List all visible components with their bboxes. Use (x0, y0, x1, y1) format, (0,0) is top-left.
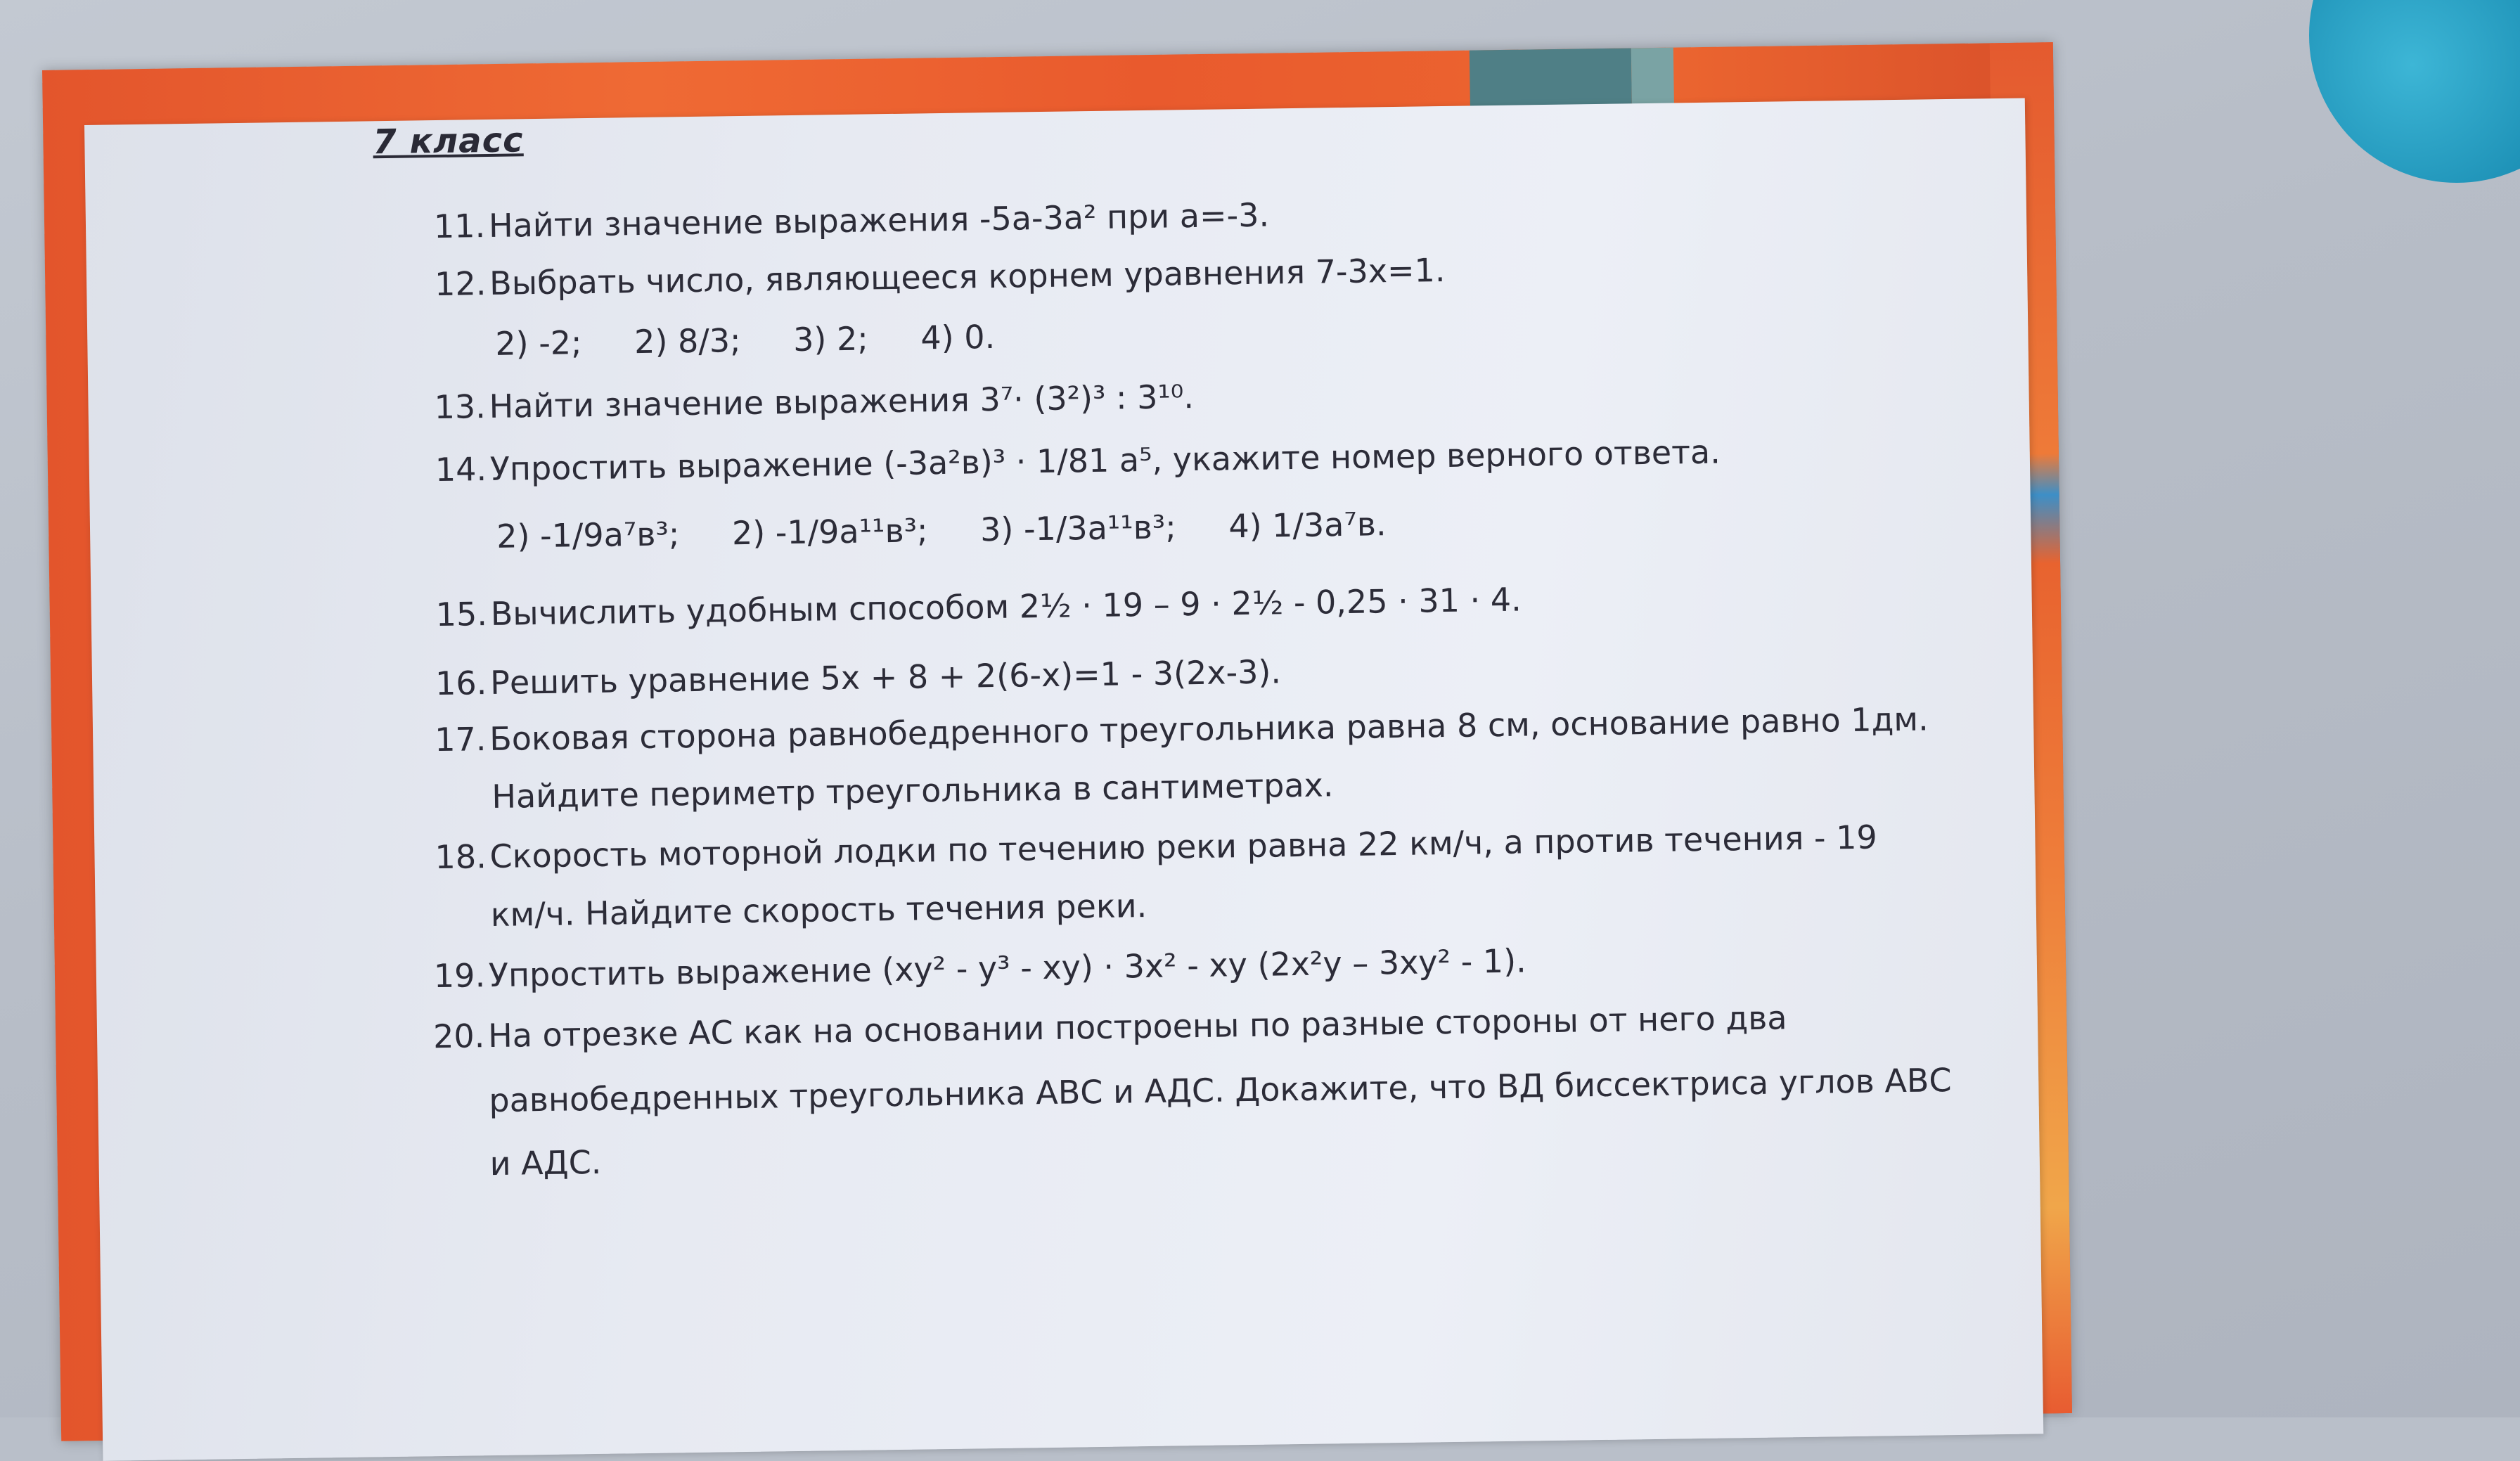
task-17-continuation: Найдите периметр треугольника в сантиметрах. (491, 766, 1334, 816)
task-number: 13. (434, 387, 487, 427)
task-text: Скорость моторной лодки по течению реки равна 22 км/ч, а против течения - 19 (489, 818, 1878, 876)
task-14-options (496, 507, 1429, 553)
task-number: 15. (435, 595, 488, 634)
task-12 (434, 250, 1446, 304)
task-text: Найти значение выражения 3⁷· (3²)³ : 3¹⁰. (489, 378, 1195, 425)
answer-option: 3) 2; (792, 319, 869, 359)
task-20 (432, 998, 1787, 1056)
answer-option: 2) -2; (495, 323, 582, 363)
task-number: 20. (432, 1017, 485, 1056)
task-text: Решить уравнение 5х + 8 + 2(6-х)=1 - 3(2х-3). (489, 652, 1282, 702)
task-19 (433, 941, 1527, 996)
task-text: Упростить выражение (-3а²в)³ · 1/81 а⁵, укажите номер верного ответа. (489, 432, 1721, 488)
task-text: Вычислить удобным способом 2½ · 19 – 9 · 2½ - 0,25 · 31 · 4. (490, 580, 1522, 633)
answer-option: 3) -1/3а¹¹в³; (979, 508, 1177, 549)
task-11 (433, 195, 1270, 246)
task-text: Упростить выражение (ху² - у³ - ху) · 3х² - ху (2х²у – 3ху² - 1). (488, 941, 1527, 995)
worksheet-page (84, 98, 2043, 1460)
grade-title: 7 класс (372, 120, 524, 162)
task-12-options (495, 317, 1037, 363)
task-number: 11. (433, 207, 486, 246)
task-13 (434, 378, 1195, 427)
answer-option: 4) 0. (920, 317, 996, 357)
task-18 (435, 818, 1878, 877)
worksheet-content (84, 98, 2043, 1460)
answer-option: 2) 8/3; (634, 321, 741, 361)
task-text: Выбрать число, являющееся корнем уравнения 7-3х=1. (489, 250, 1446, 302)
answer-option: 4) 1/3а⁷в. (1228, 505, 1387, 546)
answer-option: 2) -1/9а¹¹в³; (731, 511, 928, 553)
task-17 (434, 700, 1929, 759)
task-20-continuation-2: и АДС. (489, 1143, 602, 1183)
task-15 (435, 580, 1522, 634)
task-18-continuation: км/ч. Найдите скорость течения реки. (490, 887, 1148, 934)
task-text: Боковая сторона равнобедренного треугольника равна 8 см, основание равно 1дм. (489, 700, 1929, 759)
task-number: 16. (435, 664, 487, 703)
task-number: 12. (434, 264, 487, 304)
task-text: Найти значение выражения -5а-3а² при а=-3. (488, 195, 1270, 245)
task-20-continuation: равнобедренных треугольника АВС и АДС. Докажите, что ВД биссектриса углов АВС (489, 1061, 1952, 1120)
task-number: 17. (434, 720, 487, 759)
task-16 (435, 652, 1282, 703)
task-number: 18. (435, 837, 487, 877)
task-number: 19. (433, 956, 486, 996)
task-number: 14. (435, 450, 487, 489)
answer-option: 2) -1/9а⁷в³; (496, 515, 680, 555)
task-14 (435, 432, 1721, 489)
task-text: На отрезке АС как на основании построены по разные стороны от него два (487, 998, 1787, 1055)
